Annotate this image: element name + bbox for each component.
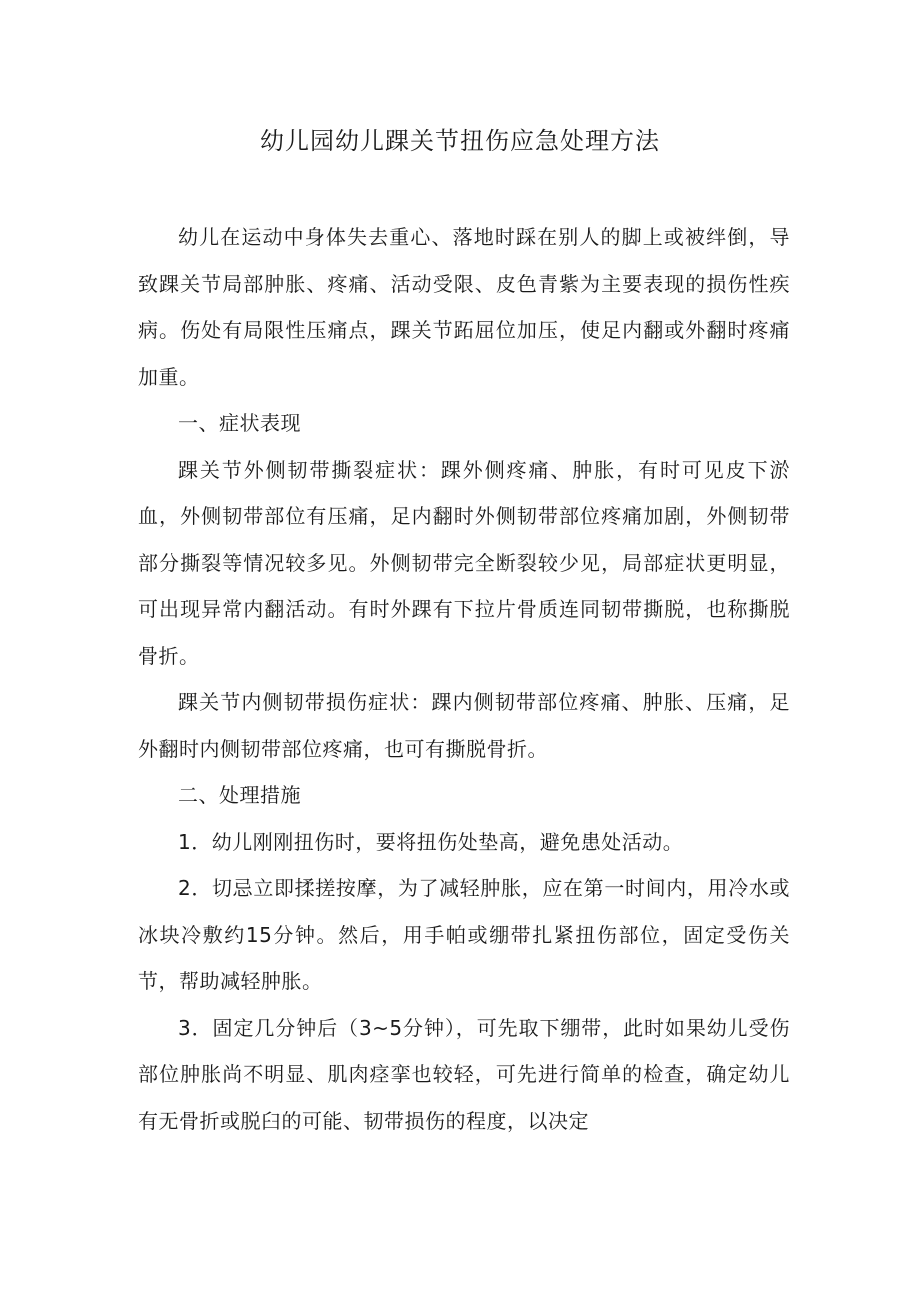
- measure-item-1: 1．幼儿刚刚扭伤时，要将扭伤处垫高，避免患处活动。: [178, 829, 684, 854]
- paragraph-lateral-ligament: 踝关节外侧韧带撕裂症状：踝外侧疼痛、肿胀，有时可见皮下淤血，外侧韧带部位有压痛，足内翻时外侧韧带部位疼痛加剧，外侧韧带部分撕裂等情况较多见。外侧韧带完全断裂较少见，局部症状更明显，可出现异常内翻活动。有时外踝有下拉片骨质连同韧带撕脱，也称撕脱骨折。: [138, 457, 790, 668]
- measure-item-3: 3．固定几分钟后（3~5分钟），可先取下绷带，此时如果幼儿受伤部位肿胀尚不明显、肌肉痉挛也较轻，可先进行简单的检查，确定幼儿有无骨折或脱臼的可能、韧带损伤的程度，以决定: [138, 1015, 790, 1133]
- measure-item-2: 2．切忌立即揉搓按摩，为了减轻肿胀，应在第一时间内，用冷水或冰块冷敷约15分钟。然后，用手帕或绷带扎紧扭伤部位，固定受伤关节，帮助减轻肿胀。: [138, 876, 790, 993]
- section-heading-symptoms: 一、症状表现: [178, 411, 301, 435]
- document-title: 幼儿园幼儿踝关节扭伤应急处理方法: [260, 127, 660, 155]
- document-body: [138, 214, 790, 1144]
- section-heading-measures: 二、处理措施: [178, 783, 301, 807]
- paragraph-medial-ligament: 踝关节内侧韧带损伤症状：踝内侧韧带部位疼痛、肿胀、压痛，足外翻时内侧韧带部位疼痛，也可有撕脱骨折。: [138, 690, 790, 761]
- paragraph-intro: 幼儿在运动中身体失去重心、落地时踩在别人的脚上或被绊倒，导致踝关节局部肿胀、疼痛、活动受限、皮色青紫为主要表现的损伤性疾病。伤处有局限性压痛点，踝关节跖屈位加压，使足内翻或外翻时疼痛加重。: [138, 225, 790, 389]
